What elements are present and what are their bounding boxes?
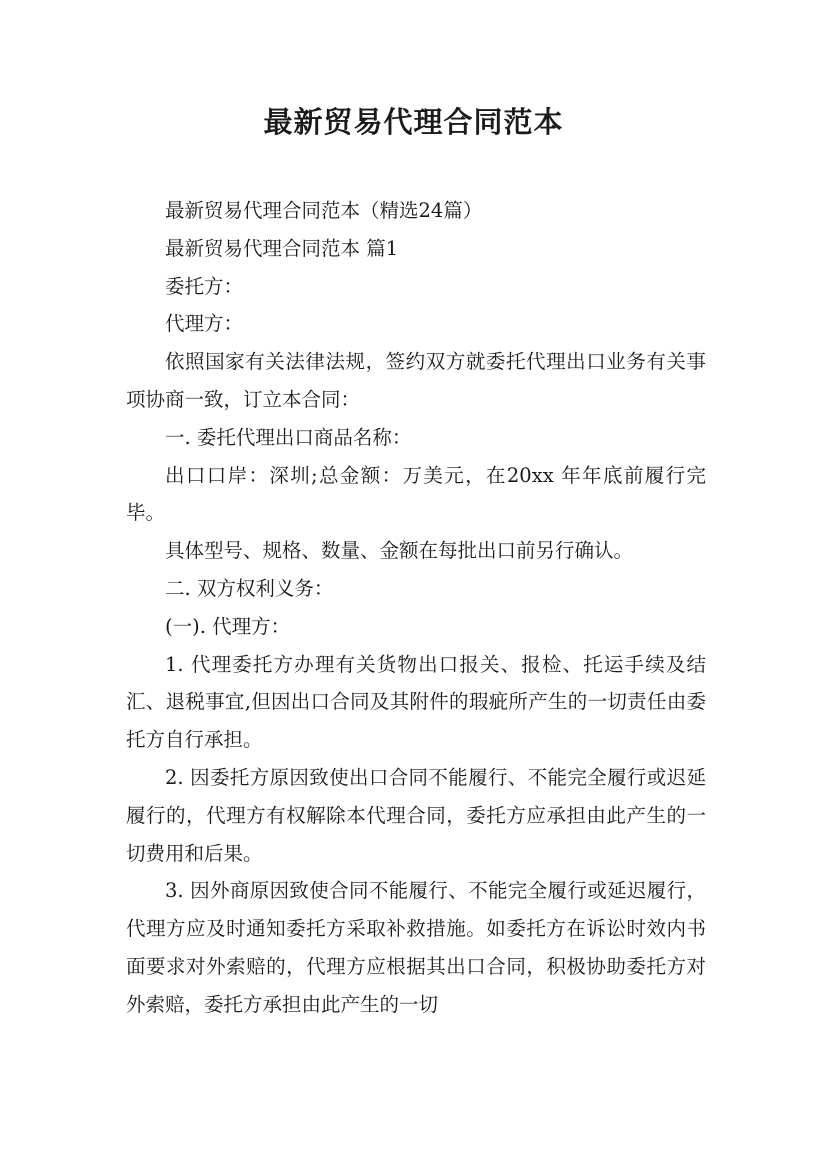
paragraph: 依照国家有关法律法规，签约双方就委托代理出口业务有关事项协商一致，订立本合同： xyxy=(126,350,706,411)
paragraph: 出口口岸：深圳;总金额：万美元，在20xx 年年底前履行完毕。 xyxy=(126,463,706,525)
paragraph: 最新贸易代理合同范本 篇1 xyxy=(165,236,399,260)
document-body xyxy=(126,192,706,1024)
paragraph: 1. 代理委托方办理有关货物出口报关、报检、托运手续及结汇、退税事宜,但因出口合同及其附件的瑕疵所产生的一切责任由委托方自行承担。 xyxy=(126,652,706,752)
paragraph: 3. 因外商原因致使合同不能履行、不能完全履行或延迟履行，代理方应及时通知委托方采取补救措施。如委托方在诉讼时效内书面要求对外索赔的，代理方应根据其出口合同，积极协助委托方对外索赔，委托方承担由此产生的一切 xyxy=(126,879,706,1016)
paragraph: 2. 因委托方原因致使出口合同不能履行、不能完全履行或迟延履行的，代理方有权解除本代理合同，委托方应承担由此产生的一切费用和后果。 xyxy=(126,765,706,865)
document-title: 最新贸易代理合同范本 xyxy=(263,105,564,139)
paragraph: 二. 双方权利义务： xyxy=(165,576,334,600)
paragraph: 代理方： xyxy=(165,312,244,336)
paragraph: 具体型号、规格、数量、金额在每批出口前另行确认。 xyxy=(165,539,634,563)
paragraph: 最新贸易代理合同范本（精选24篇） xyxy=(165,199,483,222)
paragraph: 一. 委托代理出口商品名称： xyxy=(165,425,412,449)
paragraph: 委托方： xyxy=(165,274,244,298)
paragraph: (一). 代理方： xyxy=(165,614,291,638)
